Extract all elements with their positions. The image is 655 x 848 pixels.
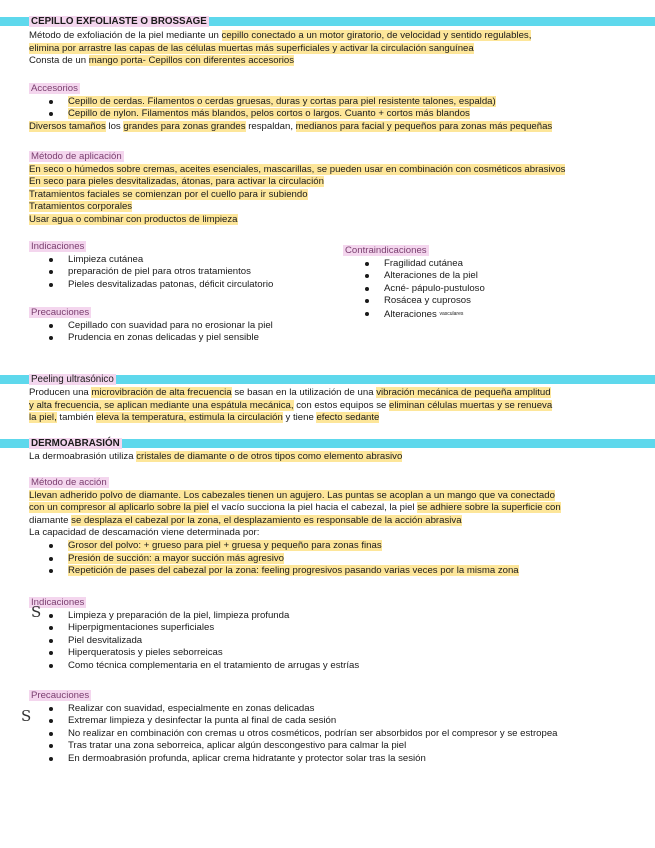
list-item: Repetición de pases del cabezal por la zona: feeling progresivos pasando varias veces por la misma zona	[29, 565, 629, 578]
precauciones-2	[29, 690, 629, 766]
list-item: En dermoabrasión profunda, aplicar crema hidratante y protector solar tras la sesión	[29, 753, 629, 766]
subheading: Contraindicaciones	[345, 245, 427, 256]
indicaciones-1	[29, 241, 329, 291]
list-item: Limpieza cutánea	[29, 254, 329, 267]
peeling-text: Producen una microvibración de alta frecuencia se basan en la utilización de una vibración mecánica de pequeña amplitud y alta frecuencia, se aplican mediante una espátula mecánica, con estos equipos se eliminan células muertas y se renueva la piel, también eleva la temperatura, estimula la circulación y tiene efecto sedante	[29, 387, 553, 424]
dermo-intro: La dermoabrasión utiliza cristales de diamante o de otros tipos como elemento abrasivo	[29, 451, 403, 462]
subheading: Precauciones	[31, 690, 90, 701]
subheading: Método de aplicación	[31, 151, 122, 162]
list-item: Tras tratar una zona seborreica, aplicar algún descongestivo para calmar la piel	[29, 740, 629, 753]
section-title: CEPILLO EXFOLIASTE O BROSSAGE	[31, 16, 207, 27]
handwritten-mark: S	[21, 707, 32, 725]
handwritten-mark: S	[31, 603, 42, 621]
list-item: Limpieza y preparación de la piel, limpieza profunda	[29, 610, 629, 623]
list-item: Acné- pápulo-pustuloso	[343, 283, 485, 296]
list-item: No realizar en combinación con cremas u otros cosméticos, podrían ser absorbidos por el compresor y se estropea	[29, 728, 629, 741]
subheading: Accesorios	[31, 83, 78, 94]
metodo-aplicacion: Método de aplicación En seco o húmedos sobre cremas, aceites esenciales, mascarillas, se pueden usar en combinación con cosméticos abrasivos En seco para pieles desvitalizadas, átonas, para activar la circulación Tratamientos faciales se comienzan por el cuello para ir subiendo Tratamientos corporales Usar agua o combinar con productos de limpieza	[29, 151, 629, 227]
list-item: Rosácea y cuprosos	[343, 295, 485, 308]
subheading: Indicaciones	[31, 241, 85, 252]
list-item: Hiperqueratosis y pieles seborreicas	[29, 647, 629, 660]
section-title: Peeling ultrasónico	[31, 374, 114, 385]
subheading: Precauciones	[31, 307, 90, 318]
list-item: Cepillado con suavidad para no erosionar la piel	[29, 320, 349, 333]
list-item: Presión de succión: a mayor succión más agresivo	[29, 553, 629, 566]
subheading: Indicaciones	[31, 597, 85, 608]
list-item: Alteraciones de la piel	[343, 270, 485, 283]
list-item: Extremar limpieza y desinfectar la punta al final de cada sesión	[29, 715, 629, 728]
list-item: Pieles desvitalizadas patonas, déficit circulatorio	[29, 279, 329, 292]
contraindicaciones	[343, 245, 485, 322]
handwritten-note: vasculares	[439, 310, 464, 317]
list-item: Piel desvitalizada	[29, 635, 629, 648]
section-title: DERMOABRASIÓN	[31, 438, 120, 449]
list-item: Fragilidad cutánea	[343, 258, 485, 271]
list-item: preparación de piel para otros tratamientos	[29, 266, 329, 279]
indicaciones-2	[29, 597, 629, 673]
list-item: Cepillo de nylon. Filamentos más blandos, pelos cortos o largos. Cuanto + cortos más blandos	[29, 108, 629, 121]
accesorios-section: Accesorios Cepillo de cerdas. Filamentos o cerdas gruesas, duras y cortas para piel resistente talones, espalda) Cepillo de nylon. Filamentos más blandos, pelos cortos o largos. Cuanto + cortos más blandos Diversos tamaños los grandes para zonas grandes respaldan, medianos para facial y pequeños para zonas más pequeñas	[29, 83, 629, 133]
subheading: Método de acción	[31, 477, 107, 488]
list-item: Hiperpigmentaciones superficiales	[29, 622, 629, 635]
list-item: Realizar con suavidad, especialmente en zonas delicadas	[29, 703, 629, 716]
metodo-accion: Método de acción Llevan adherido polvo de diamante. Los cabezales tienen un agujero. Las puntas se acoplan a un mango que va conectado con un compresor al aplicarlo sobre la piel el vacío succiona la piel hacia el cabezal, la piel se adhiere sobre la superficie con diamante se desplaza el cabezal por la zona, el desplazamiento es responsable de la acción abrasiva La capacidad de descamación viene determinada por: Grosor del polvo: + grueso para piel + gruesa y pequeño para zonas finas Presión de succión: a mayor succión más agresivo Repetición de pases del cabezal por la zona: feeling progresivos pasando varias veces por la misma zona	[29, 477, 629, 578]
cepillo-intro: Método de exfoliación de la piel mediante un cepillo conectado a un motor giratorio, de velocidad y sentido regulables, elimina por arrastre las capas de las células muertas más superficiales y activar la circulación sanguínea Consta de un mango porta- Cepillos con diferentes accesorios	[29, 30, 532, 67]
list-item: Cepillo de cerdas. Filamentos o cerdas gruesas, duras y cortas para piel resistente talones, espalda)	[29, 96, 629, 109]
list-item: Grosor del polvo: + grueso para piel + gruesa y pequeño para zonas finas	[29, 540, 629, 553]
list-item: Como técnica complementaria en el tratamiento de arrugas y estrías	[29, 660, 629, 673]
list-item: Alteraciones $^{vasculares}$	[343, 308, 485, 322]
list-item: Prudencia en zonas delicadas y piel sensible	[29, 332, 349, 345]
precauciones-1	[29, 307, 349, 345]
